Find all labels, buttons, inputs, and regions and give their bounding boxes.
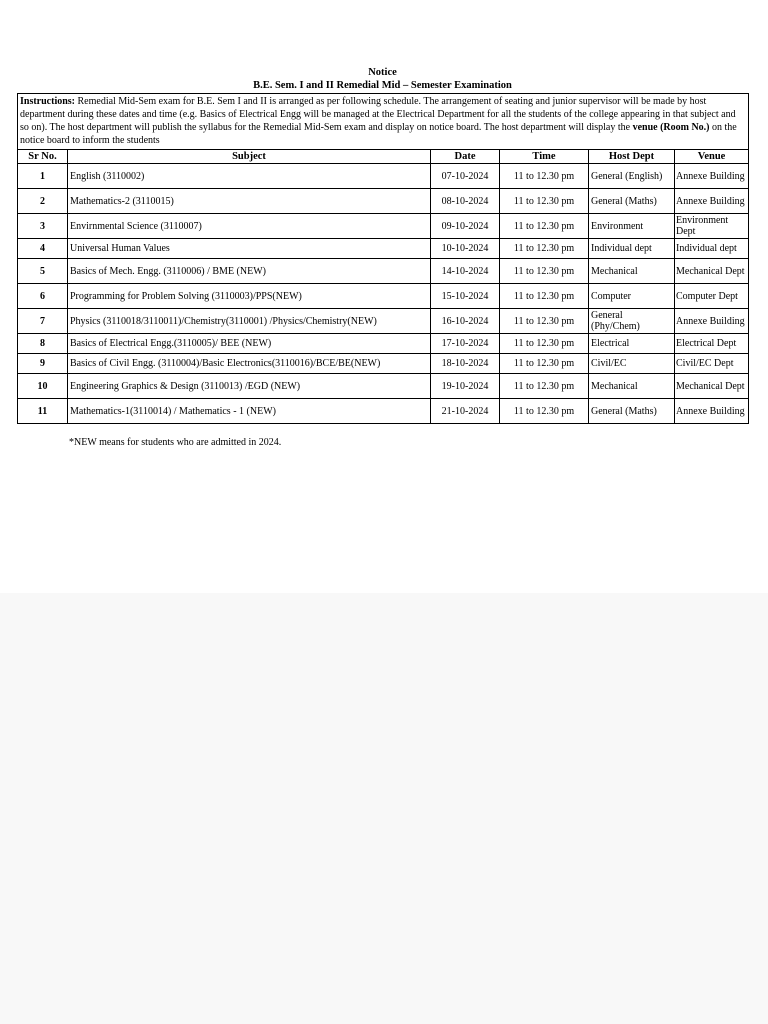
cell-date: 09-10-2024 bbox=[431, 214, 500, 239]
cell-venue: Electrical Dept bbox=[675, 334, 749, 354]
header-subject: Subject bbox=[68, 150, 431, 164]
cell-venue: Annexe Building bbox=[675, 164, 749, 189]
notice-title: Notice bbox=[368, 67, 397, 78]
cell-venue: Computer Dept bbox=[675, 284, 749, 309]
cell-time: 11 to 12.30 pm bbox=[500, 239, 589, 259]
cell-sr: 9 bbox=[18, 354, 68, 374]
cell-sr: 8 bbox=[18, 334, 68, 354]
table-row bbox=[18, 374, 749, 399]
table-row bbox=[18, 189, 749, 214]
cell-venue: Mechanical Dept bbox=[675, 259, 749, 284]
cell-date: 14-10-2024 bbox=[431, 259, 500, 284]
cell-time: 11 to 12.30 pm bbox=[500, 399, 589, 424]
cell-host-dept: Individual dept bbox=[589, 239, 675, 259]
cell-host-dept: Computer bbox=[589, 284, 675, 309]
cell-sr: 4 bbox=[18, 239, 68, 259]
table-row bbox=[18, 164, 749, 189]
cell-subject: English (3110002) bbox=[68, 164, 431, 189]
cell-venue: Individual dept bbox=[675, 239, 749, 259]
cell-host-dept: General (Phy/Chem) bbox=[589, 309, 675, 334]
table-row bbox=[18, 354, 749, 374]
cell-subject: Mathematics-1(3110014) / Mathematics - 1 (NEW) bbox=[68, 399, 431, 424]
instructions-label: Instructions: bbox=[20, 96, 76, 107]
header-sr-no: Sr No. bbox=[18, 150, 68, 164]
table-row bbox=[18, 399, 749, 424]
cell-time: 11 to 12.30 pm bbox=[500, 354, 589, 374]
cell-venue: Civil/EC Dept bbox=[675, 354, 749, 374]
cell-time: 11 to 12.30 pm bbox=[500, 374, 589, 399]
cell-host-dept: Electrical bbox=[589, 334, 675, 354]
cell-date: 08-10-2024 bbox=[431, 189, 500, 214]
instructions-text-part1: Remedial Mid-Sem exam for B.E. Sem I and II is arranged as per following schedule. The arrangement of seating and junior supervisor will be made by host department during these dates and time (e.g. Basics of Electrical Engg will be managed at the Electrical Department for all the students of the college appearing in that subject and so on). The host department will publish the syllabus for the Remedial Mid-Sem exam and display on notice board. The host department will display the bbox=[20, 96, 736, 133]
header-date: Date bbox=[431, 150, 500, 164]
cell-time: 11 to 12.30 pm bbox=[500, 309, 589, 334]
cell-date: 15-10-2024 bbox=[431, 284, 500, 309]
cell-venue: Annexe Building bbox=[675, 309, 749, 334]
cell-host-dept: Civil/EC bbox=[589, 354, 675, 374]
table-header-row bbox=[18, 150, 749, 164]
cell-subject: Envirnmental Science (3110007) bbox=[68, 214, 431, 239]
cell-subject: Physics (3110018/3110011)/Chemistry(3110001) /Physics/Chemistry(NEW) bbox=[68, 309, 431, 334]
cell-host-dept: General (Maths) bbox=[589, 189, 675, 214]
cell-sr: 7 bbox=[18, 309, 68, 334]
table-row bbox=[18, 239, 749, 259]
instructions-row bbox=[18, 94, 749, 150]
cell-host-dept: General (English) bbox=[589, 164, 675, 189]
cell-sr: 2 bbox=[18, 189, 68, 214]
header-time: Time bbox=[500, 150, 589, 164]
cell-subject: Programming for Problem Solving (3110003)/PPS(NEW) bbox=[68, 284, 431, 309]
cell-date: 07-10-2024 bbox=[431, 164, 500, 189]
cell-host-dept: General (Maths) bbox=[589, 399, 675, 424]
instructions-cell bbox=[18, 94, 749, 150]
cell-subject: Basics of Electrical Engg.(3110005)/ BEE (NEW) bbox=[68, 334, 431, 354]
table-row bbox=[18, 334, 749, 354]
cell-time: 11 to 12.30 pm bbox=[500, 284, 589, 309]
cell-sr: 6 bbox=[18, 284, 68, 309]
table-row bbox=[18, 259, 749, 284]
cell-time: 11 to 12.30 pm bbox=[500, 259, 589, 284]
cell-time: 11 to 12.30 pm bbox=[500, 214, 589, 239]
notice-subtitle: B.E. Sem. I and II Remedial Mid – Semester Examination bbox=[253, 80, 512, 91]
cell-host-dept: Mechanical bbox=[589, 259, 675, 284]
footnote: *NEW means for students who are admitted in 2024. bbox=[69, 437, 282, 448]
cell-sr: 10 bbox=[18, 374, 68, 399]
instructions-text-part2: on the notice board to inform the students bbox=[20, 122, 737, 146]
cell-venue: Annexe Building bbox=[675, 189, 749, 214]
table-row bbox=[18, 309, 749, 334]
header-venue: Venue bbox=[675, 150, 749, 164]
cell-date: 18-10-2024 bbox=[431, 354, 500, 374]
table-row bbox=[18, 214, 749, 239]
instructions-venue-bold: venue (Room No.) bbox=[632, 122, 710, 133]
cell-sr: 5 bbox=[18, 259, 68, 284]
table-row bbox=[18, 284, 749, 309]
cell-date: 17-10-2024 bbox=[431, 334, 500, 354]
exam-schedule-table bbox=[17, 93, 749, 424]
cell-venue: Mechanical Dept bbox=[675, 374, 749, 399]
cell-subject: Mathematics-2 (3110015) bbox=[68, 189, 431, 214]
header-host-dept: Host Dept bbox=[589, 150, 675, 164]
cell-subject: Basics of Mech. Engg. (3110006) / BME (NEW) bbox=[68, 259, 431, 284]
cell-venue: Environment Dept bbox=[675, 214, 749, 239]
cell-date: 16-10-2024 bbox=[431, 309, 500, 334]
cell-subject: Engineering Graphics & Design (3110013) /EGD (NEW) bbox=[68, 374, 431, 399]
cell-date: 19-10-2024 bbox=[431, 374, 500, 399]
notice-content bbox=[17, 66, 748, 448]
cell-time: 11 to 12.30 pm bbox=[500, 189, 589, 214]
cell-subject: Basics of Civil Engg. (3110004)/Basic Electronics(3110016)/BCE/BE(NEW) bbox=[68, 354, 431, 374]
cell-host-dept: Environment bbox=[589, 214, 675, 239]
cell-venue: Annexe Building bbox=[675, 399, 749, 424]
cell-sr: 1 bbox=[18, 164, 68, 189]
cell-time: 11 to 12.30 pm bbox=[500, 164, 589, 189]
cell-sr: 3 bbox=[18, 214, 68, 239]
cell-date: 21-10-2024 bbox=[431, 399, 500, 424]
cell-date: 10-10-2024 bbox=[431, 239, 500, 259]
cell-sr: 11 bbox=[18, 399, 68, 424]
cell-host-dept: Mechanical bbox=[589, 374, 675, 399]
cell-subject: Universal Human Values bbox=[68, 239, 431, 259]
cell-time: 11 to 12.30 pm bbox=[500, 334, 589, 354]
